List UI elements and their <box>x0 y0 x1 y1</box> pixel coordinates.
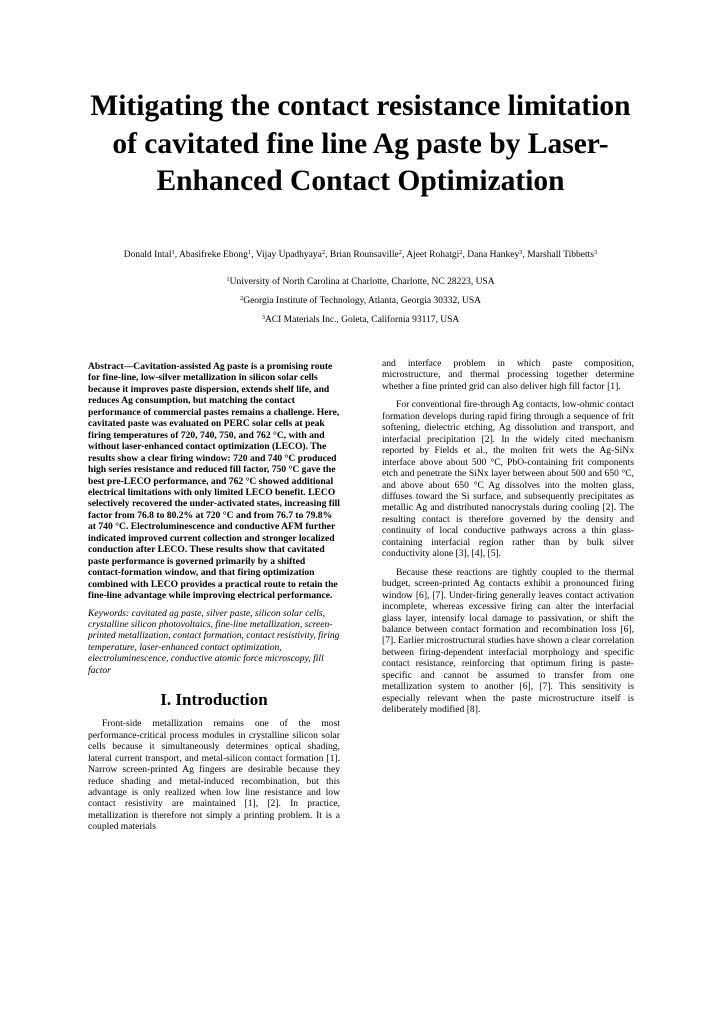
author: Vijay Upadhyaya$^2$ <box>255 249 326 260</box>
affiliation: $^1$University of North Carolina at Charlotte, Charlotte, NC 28223, USA <box>226 276 495 287</box>
author: Brian Rounsaville$^2$ <box>329 249 402 260</box>
body-paragraph: Because these reactions are tightly coupled to the thermal budget, screen-printed Ag contacts exhibit a pronounced firing window [6], [7]. Under-firing generally leaves contact activation incomplete, whereas excessive firing can alter the interfacial glass layer, intensify local damage to passivation, or shift the balance between contact formation and recombination loss [6], [7]. Earlier microstructural studies have shown a clear correlation between firing-dependent interfacial morphology and specific contact resistance, reinforcing that optimum firing is paste-specific and cannot be assumed to transfer from one metallization system to another [6], [7]. This sensitivity is especially relevant when the paste microstructure itself is deliberately modified [8]. <box>382 566 634 716</box>
author: Marshall Tibbetts$^3$ <box>527 249 598 260</box>
affiliation: $^3$ACI Materials Inc., Goleta, California 93117, USA <box>261 314 460 325</box>
left-column <box>88 361 340 833</box>
affiliation: $^2$Georgia Institute of Technology, Atlanta, Georgia 30332, USA <box>239 295 481 306</box>
right-column <box>382 358 634 716</box>
author-list: Donald Intal$^1$, Abasifreke Ebong$^1$, Vijay Upadhyaya$^2$, Brian Rounsaville$^2$, Ajeet Rohatgi$^2$, Dana Hankey$^3$, Marshall Tibbetts$^3$ <box>123 249 598 260</box>
author: Donald Intal$^1$ <box>123 249 175 260</box>
keywords: Keywords: cavitated ag paste, silver paste, silicon solar cells, crystalline silicon photovoltaics, fine-line metallization, screen-printed metallization, contact formation, contact resistivity, firing temperature, laser-enhanced contact optimization, electroluminescence, conductive atomic force microscopy, fill factor <box>88 607 340 676</box>
author: Dana Hankey$^3$ <box>467 249 523 260</box>
body-paragraph: Front-side metallization remains one of the most performance-critical process modules in crystalline silicon solar cells because it simultaneously determines optical shading, lateral current transport, and metal-silicon contact formation [1]. Narrow screen-printed Ag fingers are desirable because they reduce shading and metal-induced recombination, but this advantage is only realized when low line resistance and low contact resistivity are maintained [1], [2]. In practice, metallization is therefore not simply a printing problem. It is a coupled materials <box>88 718 340 833</box>
section-heading: I. Introduction <box>160 690 268 710</box>
body-paragraph: and interface problem in which paste composition, microstructure, and thermal processing together determine whether a fine printed grid can also deliver high fill factor [1]. <box>382 358 634 392</box>
body-paragraph: For conventional fire-through Ag contacts, low-ohmic contact formation develops during rapid firing through a sequence of frit softening, dielectric etching, Ag dissolution and transport, and interfacial precipitation [2]. In the widely cited mechanism reported by Fields et al., the molten frit wets the Ag-SiNx interface above about 500 °C, PbO-containing frit components etch and penetrate the SiNx layer between about 500 and 650 °C, and above about 650 °C Ag dissolves into the molten glass, diffuses toward the Si surface, and subsequently precipitates as metallic Ag and distributed nanocrystals during cooling [2]. The resulting contact is therefore governed by the density and continuity of local conductive pathways across a thin glass-containing interfacial region rather than by bulk silver conductivity alone [3], [4], [5]. <box>382 399 634 560</box>
paper-title: Mitigating the contact resistance limitation of cavitated fine line Ag paste by Laser-Enhanced Contact Optimization <box>90 90 631 197</box>
abstract: Abstract—Cavitation-assisted Ag paste is a promising route for fine-line, low-silver metallization in silicon solar cells because it improves paste dispersion, extends shelf life, and reduces Ag consumption, but matching the contact performance of commercial pastes remains a challenge. Here, cavitated paste was evaluated on PERC solar cells at peak firing temperatures of 720, 740, 750, and 762 °C, with and without laser-enhanced contact optimization (LECO). The results show a clear firing window: 720 and 740 °C produced high series resistance and reduced fill factor, 750 °C gave the best pre-LECO performance, and 762 °C showed additional electrical limitations with only limited LECO benefit. LECO selectively recovered the under-activated states, increasing fill factor from 76.8 to 80.2% at 720 °C and from 76.7 to 79.8% at 740 °C. Electroluminescence and conductive AFM further indicated improved current collection and stronger localized conduction after LECO. These results show that cavitated paste performance is governed primarily by a shifted contact-formation window, and that firing optimization combined with LECO provides a practical route to retain the fine-line advantage while improving electrical performance. <box>88 361 340 602</box>
author: Ajeet Rohatgi$^2$ <box>406 249 463 260</box>
author: Abasifreke Ebong$^1$ <box>178 249 252 260</box>
